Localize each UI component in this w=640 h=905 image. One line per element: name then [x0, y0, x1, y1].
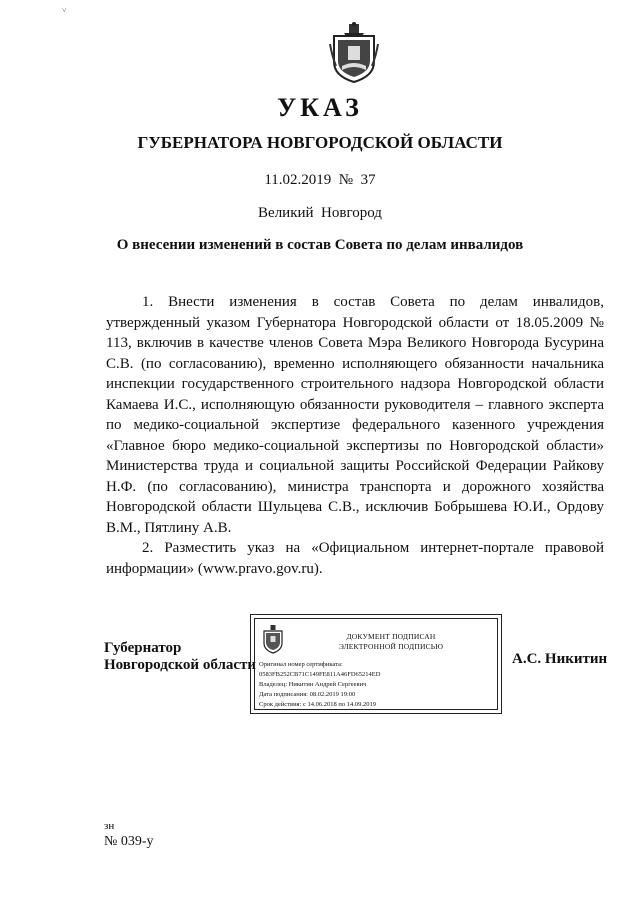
- stamp-cert-label: Оригинал номер сертификата:: [259, 661, 343, 668]
- signatory-position-line1: Губернатор: [104, 640, 182, 656]
- electronic-signature-stamp: [250, 614, 502, 714]
- document-subtitle: ГУБЕРНАТОРА НОВГОРОДСКОЙ ОБЛАСТИ: [137, 133, 503, 152]
- signatory-position-line2: Новгородской области: [104, 657, 257, 673]
- paragraph-2: 2. Разместить указ на «Официальном интернет-портале правовой информации» (www.pravo.gov.ru).: [106, 540, 604, 577]
- coat-of-arms-icon: [328, 22, 380, 84]
- document-body: [106, 292, 604, 579]
- signatory-position: [104, 640, 256, 674]
- signatory-name: А.С. Никитин: [512, 651, 608, 667]
- document-title: УКАЗ: [277, 93, 363, 122]
- date-number-line: 11.02.2019 № 37: [264, 172, 376, 188]
- stamp-emblem-icon: [261, 624, 285, 654]
- city-line: Великий Новгород: [258, 205, 382, 221]
- document-heading: О внесении изменений в состав Совета по делам инвалидов: [116, 237, 524, 253]
- stamp-heading-1: ДОКУМЕНТ ПОДПИСАН: [346, 632, 436, 641]
- footer-number: № 039-у: [104, 834, 154, 849]
- stamp-owner: Владелец: Никитин Андрей Сергеевич: [259, 681, 367, 688]
- footer-code: зн: [104, 820, 115, 832]
- stamp-cert-number: 0583FB252CB71C149FE811A46FD65214ED: [259, 671, 381, 678]
- stamp-heading-2: ЭЛЕКТРОННОЙ ПОДПИСЬЮ: [338, 642, 444, 651]
- stamp-validity: Срок действия: с 14.06.2018 по 14.09.2019: [259, 701, 376, 708]
- stamp-inner-frame: [254, 618, 498, 710]
- scan-mark: ˅: [62, 6, 67, 15]
- stamp-signed-date: Дата подписания: 08.02.2019 19:00: [259, 691, 356, 698]
- paragraph-1: 1. Внести изменения в состав Совета по делам инвалидов, утвержденный указом Губернатора Новгородской области от 18.05.2009 № 113, включив в качестве членов Совета Мэра Великого Новгорода Бусурина С.В. (по согласованию), временно исполняющего обязанности начальника инспекции государственного строительного надзора Новгородской области Камаева И.С., исполняющую обязанности руководителя – главного эксперта по медико-социальной экспертизе федерального казенного учреждения «Главное бюро медико-социальной экспертизы по Новгородской области» Министерства труда и социальной защиты Российской Федерации Райкову Н.Ф. (по согласованию), министра транспорта и дорожного хозяйства Новгородской области Шульцева С.В., исключив Бобрышева Ю.И., Ордову В.М., Пятлину А.В.: [106, 294, 604, 536]
